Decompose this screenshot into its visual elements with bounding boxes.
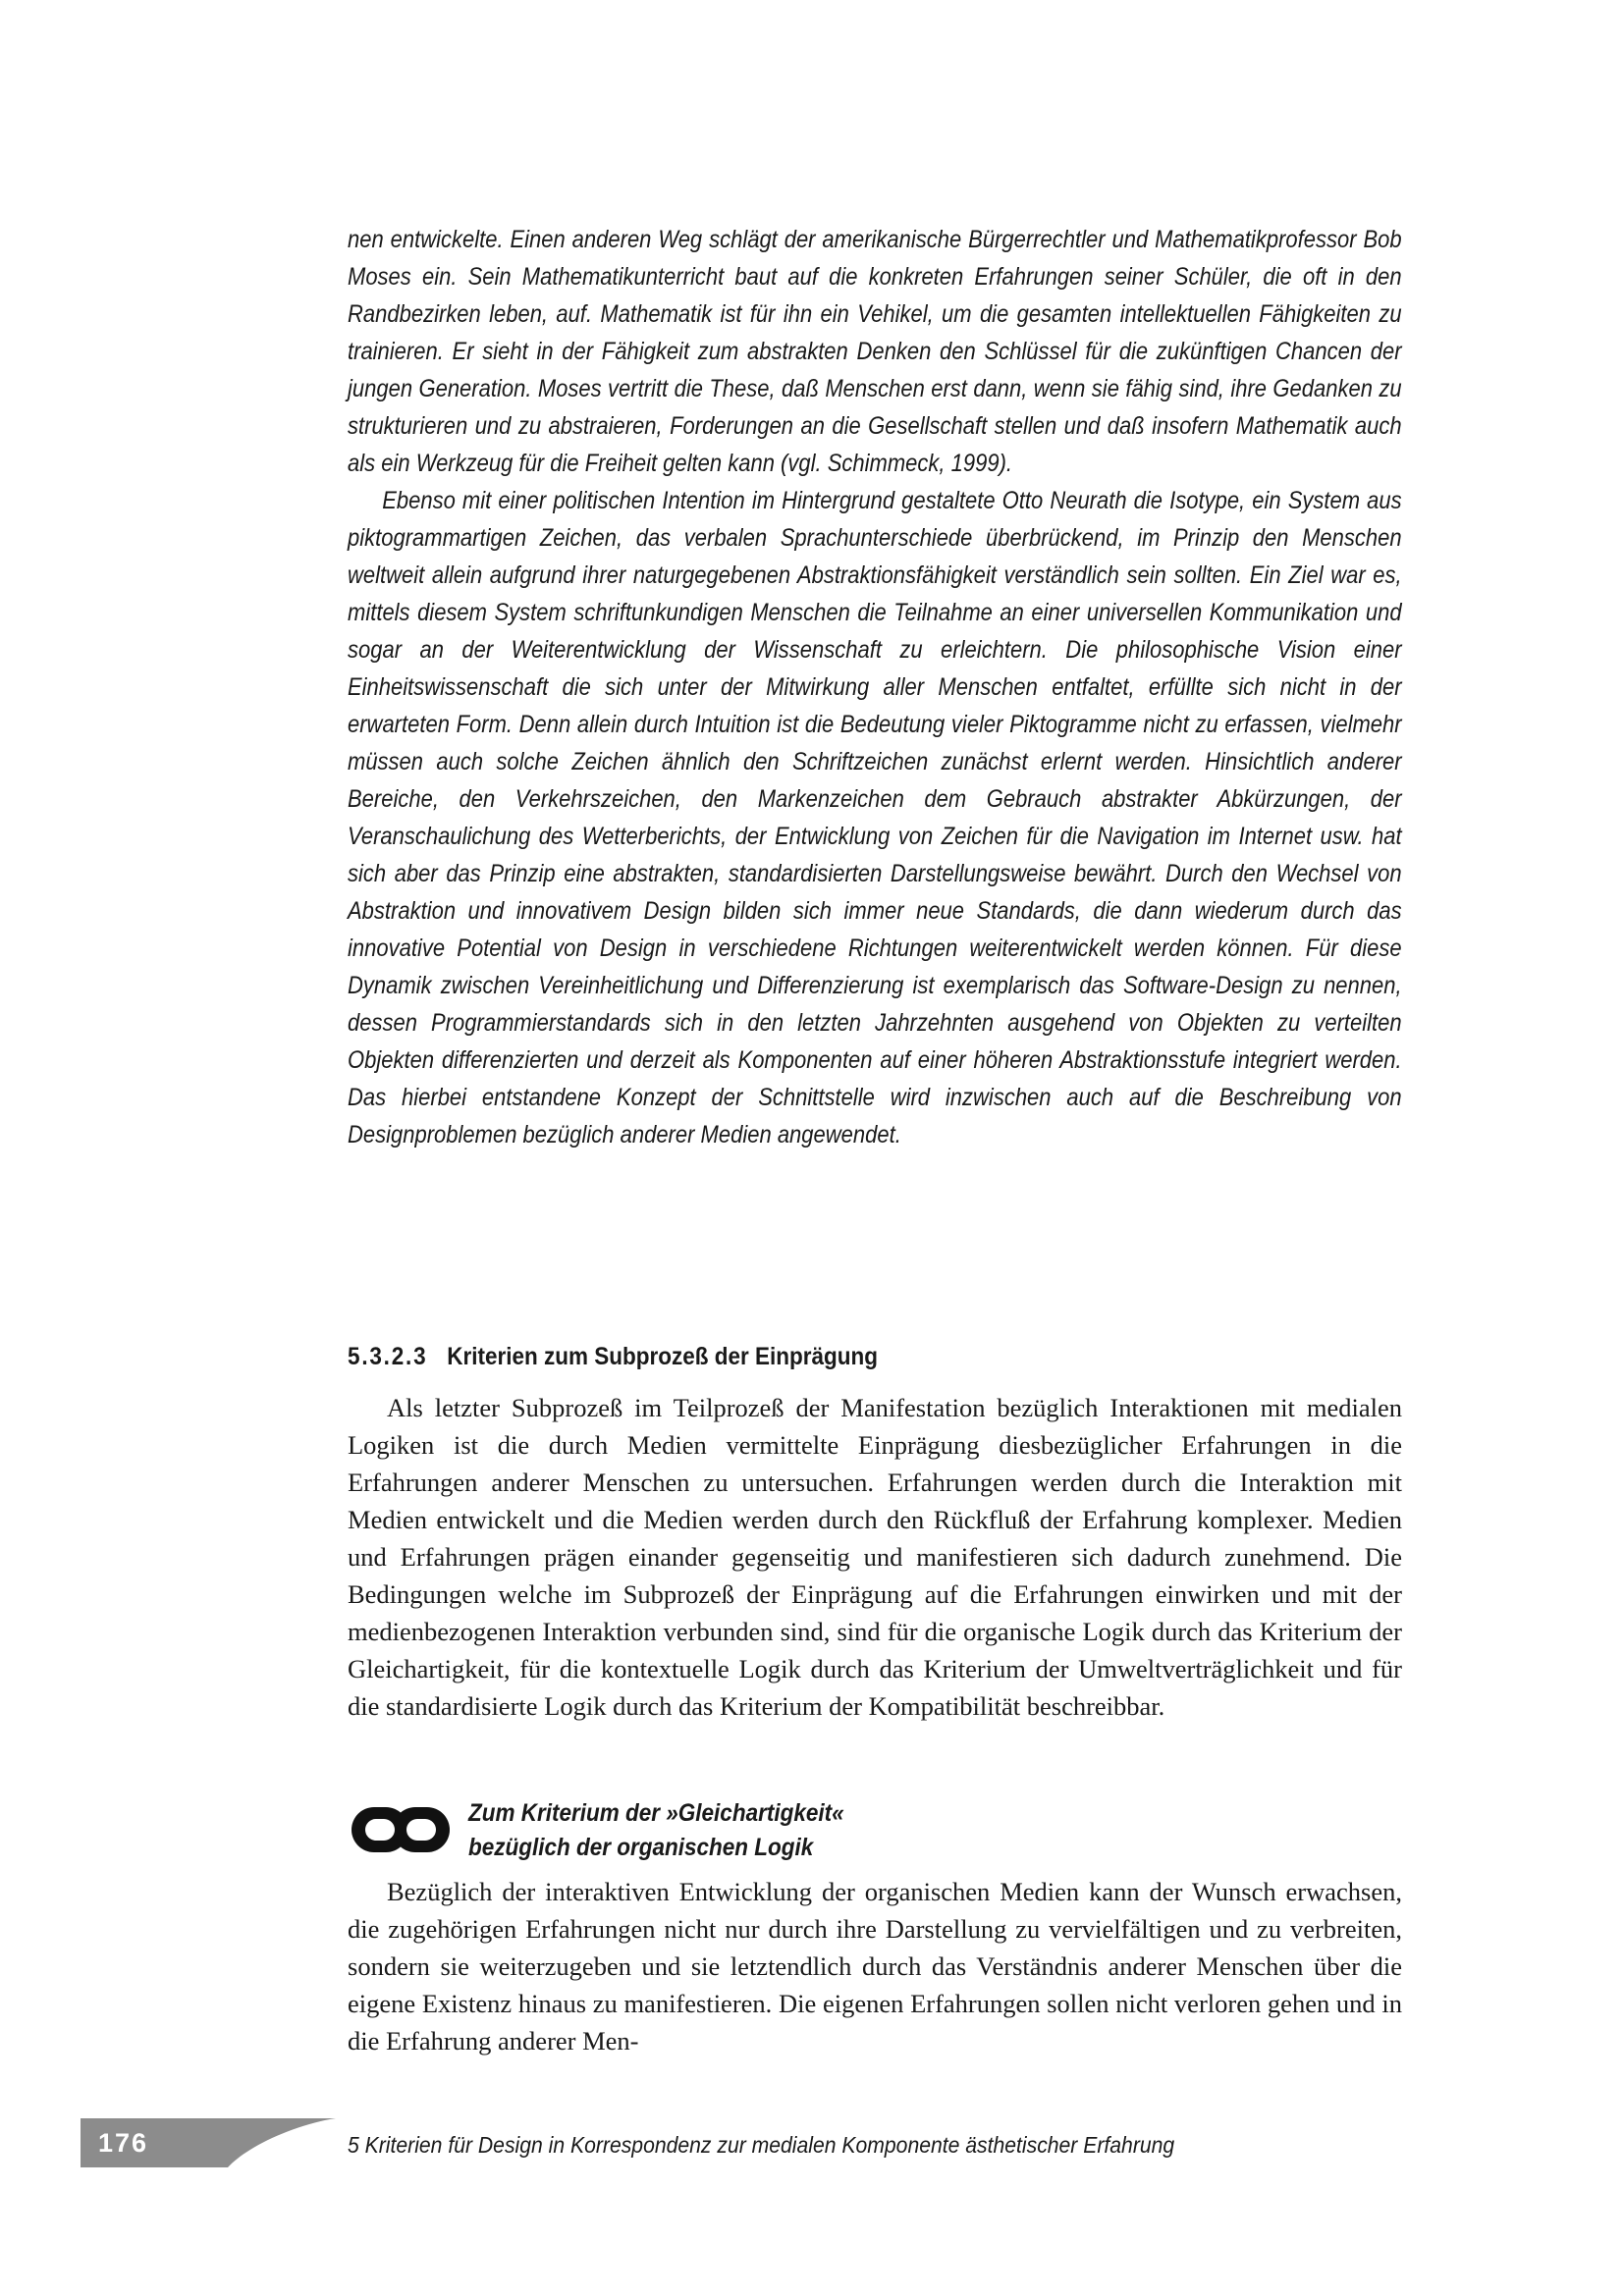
- subsection-title-line1: Zum Kriterium der »Gleichartigkeit«: [468, 1799, 844, 1827]
- section-heading: [348, 1343, 878, 1371]
- section-number: 5.3.2.3: [348, 1343, 428, 1370]
- paragraph-einpraegung: Als letzter Subprozeß im Teilprozeß der Manifestation bezüglich Interaktionen mit medialen Logiken ist die durch Medien vermittelte Einprägung diesbezüglicher Erfahrungen in die Erfahrungen anderer Menschen zu untersuchen. Erfahrungen werden durch die Interaktion mit Medien entwickelt und die Medien werden durch den Rückfluß der Erfahrung komplexer. Medien und Erfahrungen prägen einander gegenseitig und manifestieren sich dadurch zunehmend. Die Bedingungen welche im Subprozeß der Einprägung auf die Erfahrungen einwirken und mit der medienbezogenen Interaktion verbunden sind, sind für die organische Logik durch das Kriterium der Gleichartigkeit, für die kontextuelle Logik durch das Kriterium der Umweltverträglichkeit und für die standardisierte Logik durch das Kriterium der Kompatibilität beschreibbar.: [348, 1393, 1402, 1721]
- body-text-subsection: [348, 1873, 1402, 2059]
- paragraph-neurath: Ebenso mit einer politischen Intention im Hintergrund gestaltete Otto Neurath die Isotype, ein System aus piktogrammartigen Zeichen, das verbalen Sprachunterschiede überbrückend, im Prinzip den Menschen weltweit allein aufgrund ihrer naturgegebenen Abstraktionsfähigkeit verständlich sein sollten. Ein Ziel war es, mittels diesem System schriftunkundigen Menschen die Teilnahme an einer universellen Kommunikation und sogar an der Weiterentwicklung der Wissenschaft zu erleichtern. Die philosophische Vision einer Einheitswissenschaft die sich unter der Mitwirkung aller Menschen entfaltet, erfüllte sich nicht in der erwarteten Form. Denn allein durch Intuition ist die Bedeutung vieler Piktogramme nicht zu erfassen, vielmehr müssen auch solche Zeichen ähnlich den Schriftzeichen zunächst erlernt werden. Hinsichtlich anderer Bereiche, den Verkehrszeichen, den Markenzeichen dem Gebrauch abstrakter Abkürzungen, der Veranschaulichung des Wetterberichts, der Entwicklung von Zeichen für die Navigation im Internet usw. hat sich aber das Prinzip eine abstrakten, standardisierten Darstellungsweise bewährt. Durch den Wechsel von Abstraktion und innovativem Design bilden sich immer neue Standards, die dann wiederum durch das innovative Potential von Design in verschiedene Richtungen weiterentwickelt werden können. Für diese Dynamik zwischen Vereinheitlichung und Differenzierung ist exemplarisch das Software-Design zu nennen, dessen Programmierstandards sich in den letzten Jahrzehnten ausgehend von Objekten zu verteilten Objekten differenzierten und derzeit als Komponenten auf einer höheren Abstraktionsstufe integriert werden. Das hierbei entstandene Konzept der Schnittstelle wird inzwischen auch auf die Beschreibung von Designproblemen bezüglich anderer Medien angewendet.: [348, 487, 1402, 1148]
- paragraph-moses: nen entwickelte. Einen anderen Weg schlägt der amerikanische Bürgerrechtler und Mathematikprofessor Bob Moses ein. Sein Mathematikunterricht baut auf die konkreten Erfahrungen seiner Schüler, die oft in den Randbezirken leben, auf. Mathematik ist für ihn ein Vehikel, um die gesamten intellektuellen Fähigkeiten zu trainieren. Er sieht in der Fähigkeit zum abstrakten Denken den Schlüssel für die zukünftigen Chancen der jungen Generation. Moses vertritt die These, daß Menschen erst dann, wenn sie fähig sind, ihre Gedanken zu strukturieren und zu abstraieren, Forderungen an die Gesellschaft stellen und daß insofern Mathematik auch als ein Werkzeug für die Freiheit gelten kann (vgl. Schimmeck, 1999).: [348, 226, 1402, 477]
- section-title: Kriterien zum Subprozeß der Einprägung: [447, 1343, 878, 1370]
- page-number: 176: [98, 2128, 149, 2158]
- chain-link-icon: [350, 1803, 452, 1856]
- body-text-italic: [348, 221, 1402, 1153]
- paragraph-gleichartigkeit: Bezüglich der interaktiven Entwicklung der organischen Medien kann der Wunsch erwachsen, die zugehörigen Erfahrungen nicht nur durch ihre Darstellung zu vervielfältigen und zu verbreiten, sondern sie weiterzugeben und sie letztendlich durch das Verständnis anderer Menschen über die eigene Existenz hinaus zu manifestieren. Die eigenen Erfahrungen sollen nicht verloren gehen und in die Erfahrung anderer Men-: [348, 1877, 1402, 2056]
- body-text-section: [348, 1389, 1402, 1725]
- subsection-title-line2: bezüglich der organischen Logik: [468, 1834, 814, 1861]
- running-footer: 5 Kriterien für Design in Korrespondenz zur medialen Komponente ästhetischer Erfahrung: [348, 2132, 1175, 2158]
- subsection-heading: [468, 1796, 844, 1865]
